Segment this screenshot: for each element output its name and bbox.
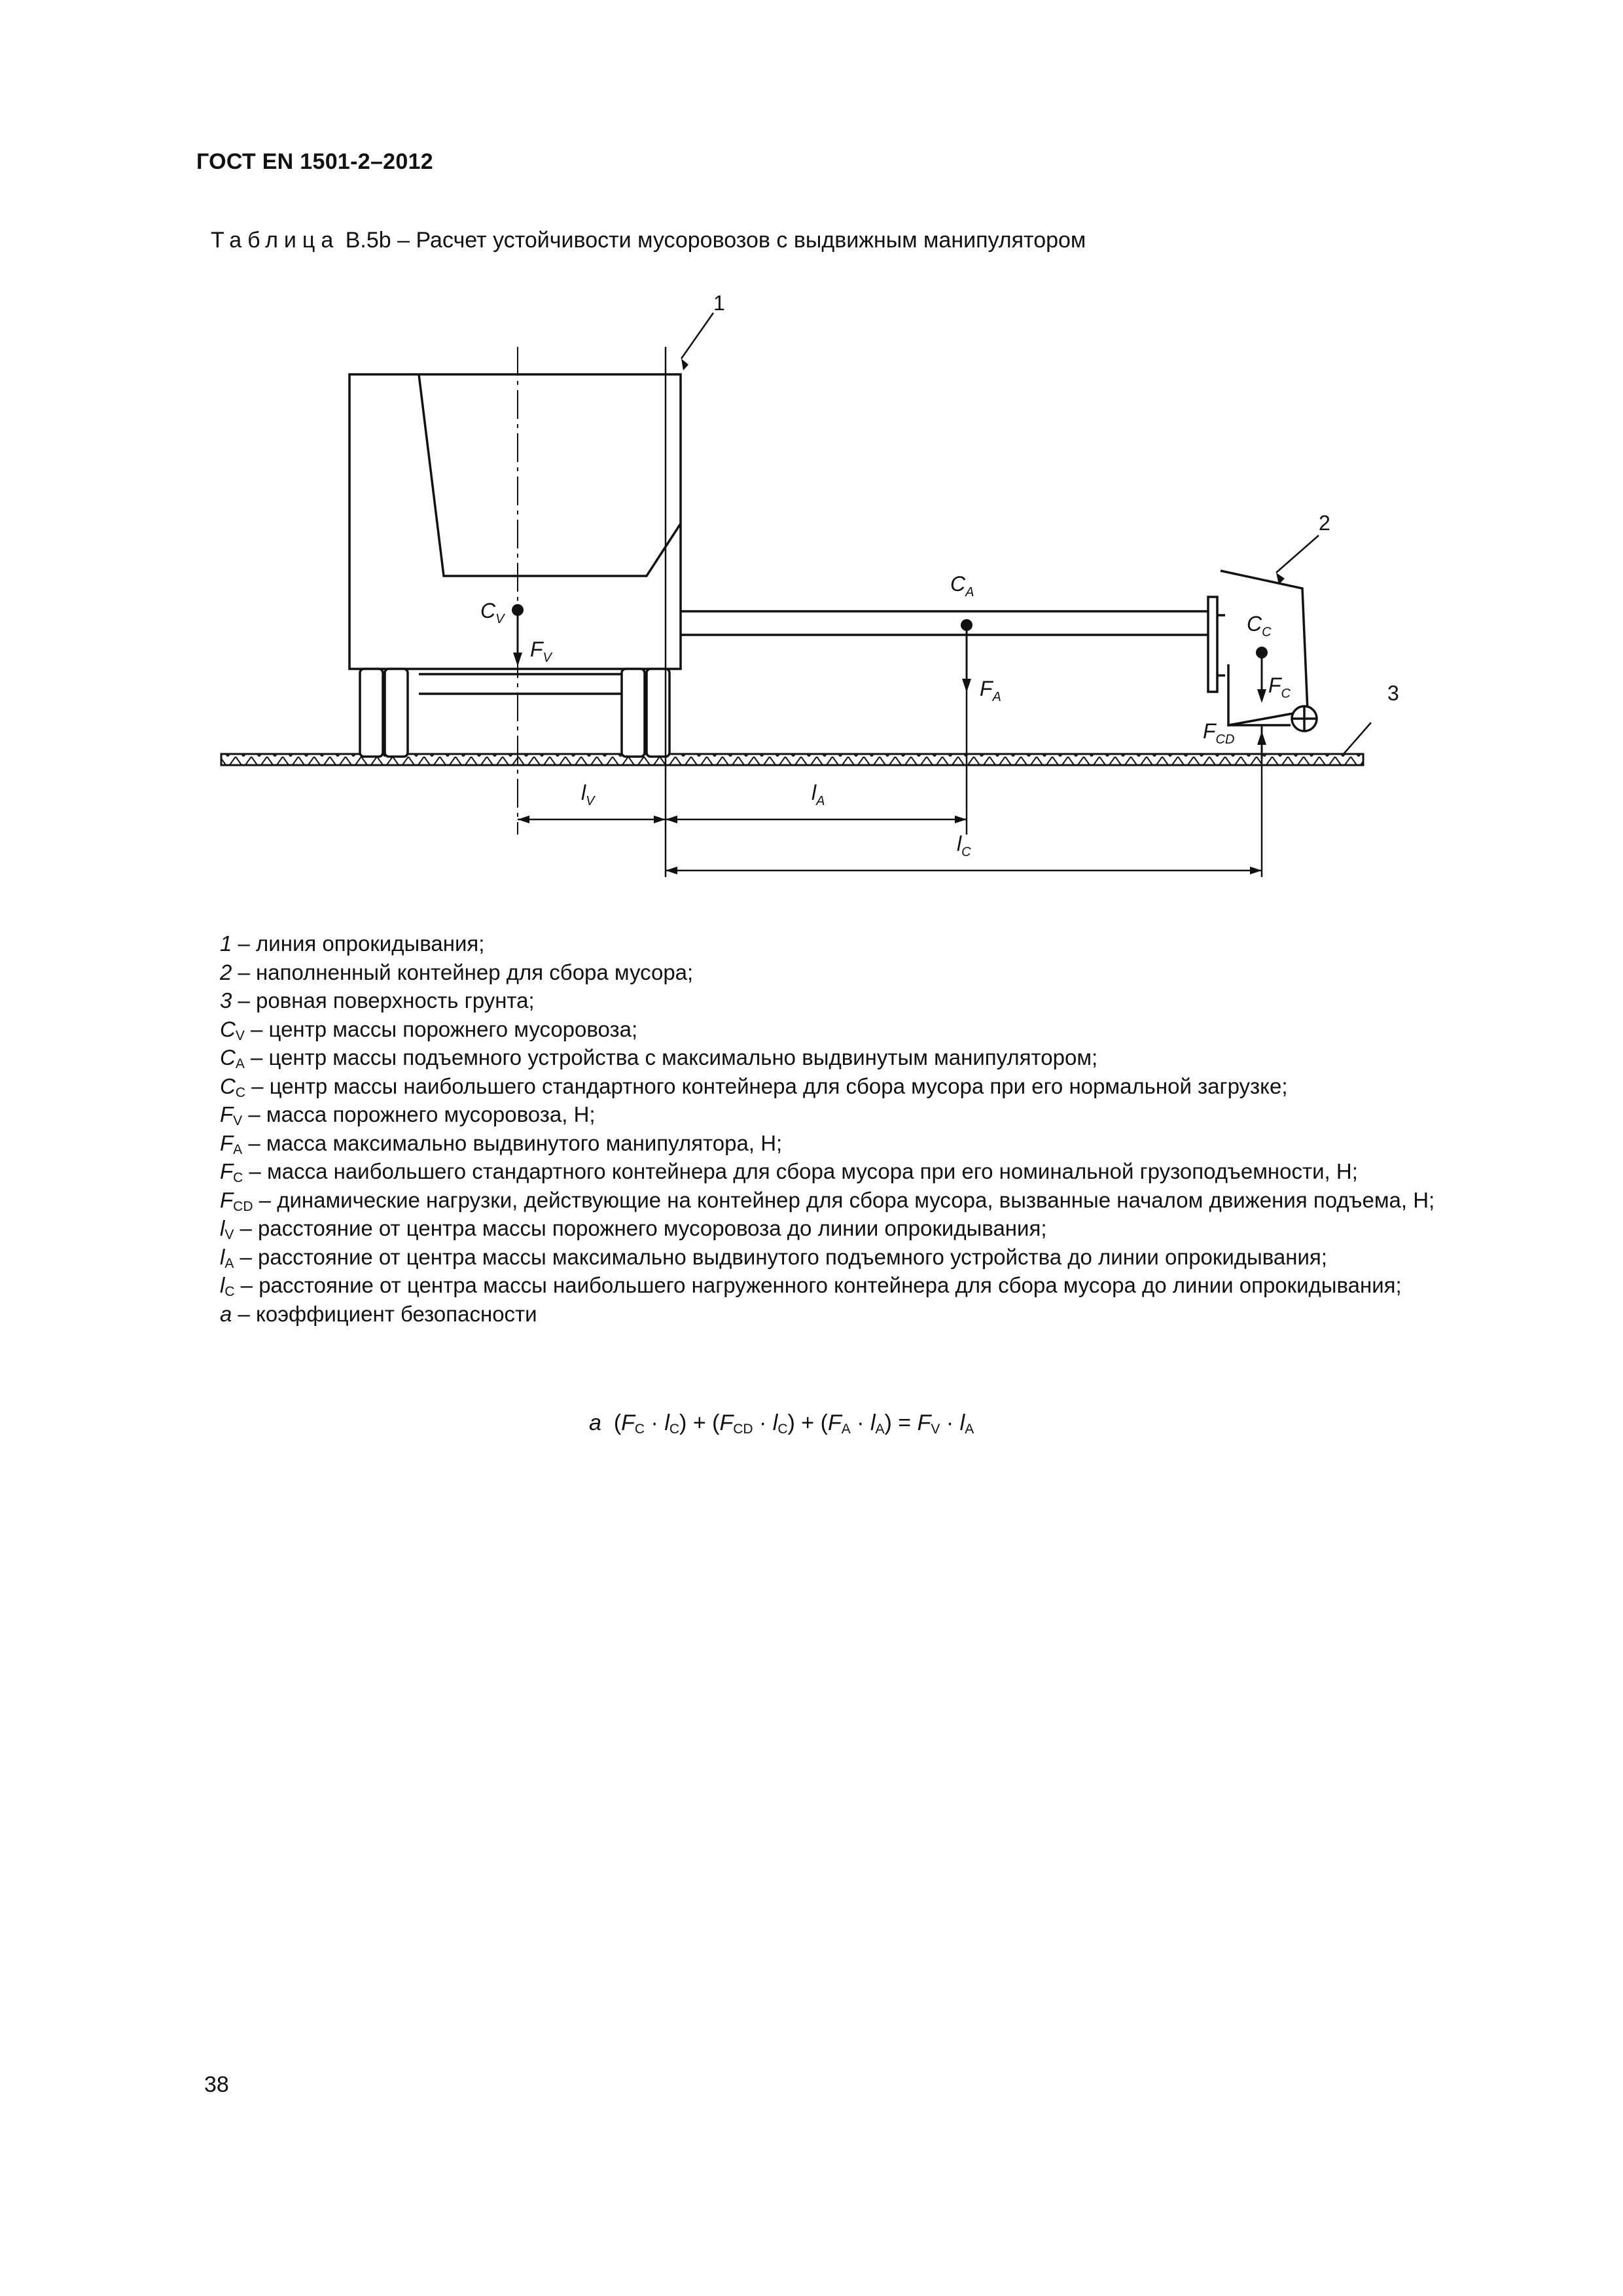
label-fv: $F_V$ xyxy=(530,637,552,665)
label-cv: $C_V$ xyxy=(480,599,505,626)
waste-container xyxy=(1221,571,1317,731)
label-lv: $l_V$ xyxy=(581,781,595,808)
legend-item: $F_A$ – масса максимально выдвинутого манипулятора, Н; xyxy=(220,1130,783,1157)
label-fcd: $F_{CD}$ xyxy=(1203,719,1235,747)
callout-3: 3 xyxy=(1387,681,1399,705)
legend-item: 3 – ровная поверхность грунта; xyxy=(220,988,535,1013)
page-number: 38 xyxy=(204,2072,229,2097)
legend-item: 2 – наполненный контейнер для сбора мусора; xyxy=(220,960,694,984)
label-lc: $l_C$ xyxy=(957,832,971,859)
legend-item: 1 – линия опрокидывания; xyxy=(220,931,485,956)
table-caption-word: Таблица xyxy=(211,228,340,253)
legend-item: $F_C$ – масса наибольшего стандартного контейнера для сбора мусора при его номинальной грузоподъемности, Н; xyxy=(220,1159,1358,1185)
legend-item: $l_C$ – расстояние от центра массы наибольшего нагруженного контейнера для сбора мусора до линии опрокидывания; xyxy=(220,1273,1402,1299)
legend-item: $F_V$ – масса порожнего мусоровоза, Н; xyxy=(220,1102,596,1128)
center-of-mass-ca xyxy=(961,619,972,631)
dimension-lines xyxy=(518,313,1371,877)
callout-2: 2 xyxy=(1319,511,1330,535)
stability-diagram xyxy=(0,0,1623,916)
legend-item: $C_V$ – центр массы порожнего мусоровоза; xyxy=(220,1016,638,1043)
label-fc: $F_C$ xyxy=(1268,673,1291,701)
legend-item: $l_V$ – расстояние от центра массы порожнего мусоровоза до линии опрокидывания; xyxy=(220,1216,1047,1242)
callout-1: 1 xyxy=(713,291,725,315)
label-ca: $C_A$ xyxy=(950,572,974,600)
truck-body xyxy=(349,374,681,757)
center-of-mass-cc xyxy=(1256,647,1268,658)
label-la: $l_A$ xyxy=(812,781,825,808)
standard-code: ГОСТ EN 1501-2–2012 xyxy=(196,149,433,174)
figure-legend xyxy=(220,929,1489,1328)
center-of-mass-cv xyxy=(512,604,524,616)
legend-item: $C_C$ – центр массы наибольшего стандартного контейнера для сбора мусора при его нормальной загрузке; xyxy=(220,1073,1288,1100)
legend-item: $l_A$ – расстояние от центра массы максимально выдвинутого подъемного устройства до линии опрокидывания; xyxy=(220,1244,1327,1271)
stability-formula: a $(F_C \cdot l_C) + (F_{CD} \cdot l_C) + (F_A \cdot l_A) = F_V \cdot l_A$ xyxy=(589,1410,974,1437)
manipulator-arm xyxy=(681,597,1225,692)
dimension-arrowheads xyxy=(518,359,1285,874)
label-fa: $F_A$ xyxy=(980,677,1001,704)
legend-item: $C_A$ – центр массы подъемного устройства с максимально выдвинутым манипулятором; xyxy=(220,1045,1098,1071)
legend-item: a – коэффициент безопасности xyxy=(220,1301,537,1326)
label-cc: $C_C$ xyxy=(1247,612,1272,639)
table-caption-text: B.5b – Расчет устойчивости мусоровозов с выдвижным манипулятором xyxy=(339,228,1086,253)
legend-item: $F_{CD}$ – динамические нагрузки, действующие на контейнер для сбора мусора, вызванные началом движения подъема, Н; xyxy=(220,1187,1435,1214)
